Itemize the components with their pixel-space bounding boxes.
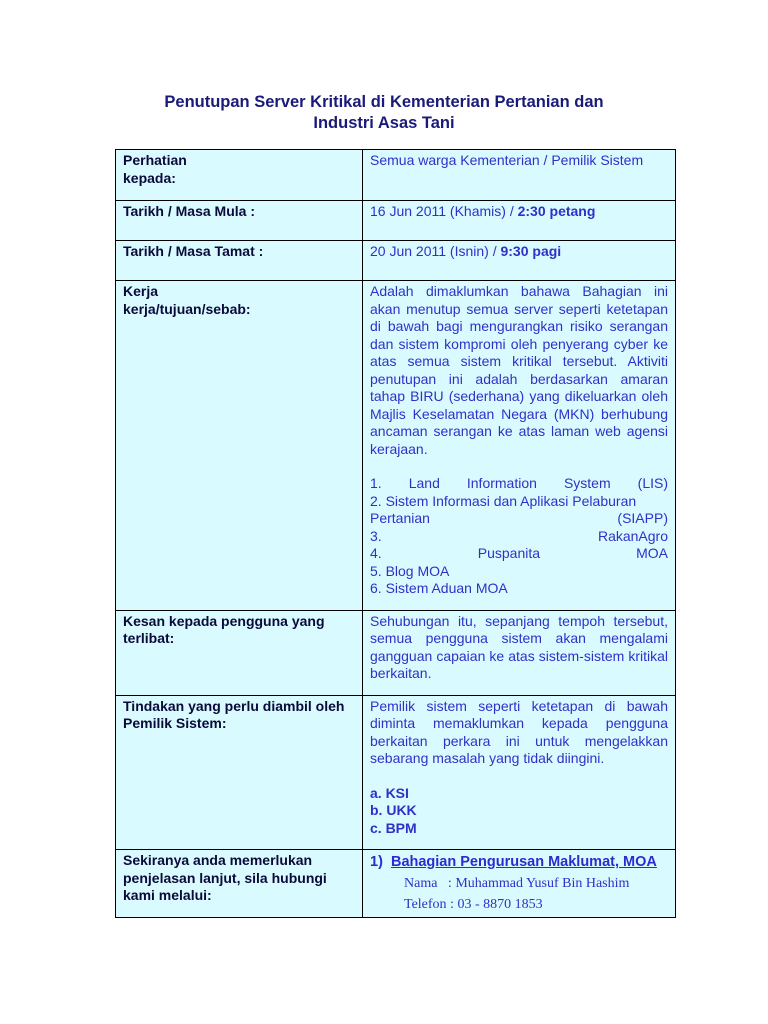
value-kerja bbox=[363, 281, 676, 611]
row-kesan bbox=[116, 610, 676, 695]
label-perhatian-line2: kepada: bbox=[123, 169, 176, 186]
contact-number: 1) bbox=[370, 854, 383, 870]
value-masa-mula bbox=[363, 201, 676, 241]
label-perhatian bbox=[116, 150, 363, 201]
label-kerja-line1: Kerja bbox=[123, 283, 159, 299]
server-item-4 bbox=[370, 545, 668, 563]
label-hubungi: Sekiranya anda memerlukan penjelasan lanjut, sila hubungi kami melalui: bbox=[116, 850, 363, 918]
server-item-3 bbox=[370, 528, 668, 546]
server-item-2: 2. Sistem Informasi dan Aplikasi Pelaburan bbox=[370, 492, 637, 509]
mula-time: 2:30 petang bbox=[517, 203, 596, 219]
server-item-1: 1. Land Information System (LIS) bbox=[370, 475, 668, 491]
server-item-3-num: 3. bbox=[370, 527, 382, 544]
tamat-date: 20 Jun 2011 (Isnin) / bbox=[370, 243, 501, 259]
contact-phone: Telefon : 03 - 8870 1853 bbox=[404, 897, 543, 912]
contact-org-link[interactable]: Bahagian Pengurusan Maklumat, MOA bbox=[390, 854, 657, 870]
label-tindakan: Tindakan yang perlu diambil oleh Pemilik Sistem: bbox=[116, 695, 363, 850]
label-kerja-line2: kerja/tujuan/sebab: bbox=[123, 300, 251, 317]
label-perhatian-line1: Perhatian bbox=[123, 152, 187, 168]
tindakan-item-ksi: a. KSI bbox=[370, 784, 409, 801]
title-line-1: Penutupan Server Kritikal di Kementerian Pertanian dan bbox=[164, 93, 604, 111]
server-item-5: 5. Blog MOA bbox=[370, 562, 450, 579]
row-perhatian bbox=[116, 150, 676, 201]
row-masa-tamat bbox=[116, 241, 676, 281]
label-kesan: Kesan kepada pengguna yang terlibat: bbox=[116, 610, 363, 695]
row-kerja bbox=[116, 281, 676, 611]
page-title bbox=[100, 92, 668, 134]
value-kesan: Sehubungan itu, sepanjang tempoh tersebut, semua pengguna sistem akan mengalami gangguan capaian ke atas sistem-sistem kritikal berkaitan. bbox=[363, 610, 676, 695]
contact-name: Nama : Muhammad Yusuf Bin Hashim bbox=[404, 876, 630, 891]
contact-org bbox=[370, 852, 668, 873]
server-item-2-cont bbox=[370, 510, 668, 528]
value-masa-tamat bbox=[363, 241, 676, 281]
server-item-2-right: (SIAPP) bbox=[617, 510, 668, 526]
value-perhatian: Semua warga Kementerian / Pemilik Sistem bbox=[363, 150, 676, 201]
row-tindakan bbox=[116, 695, 676, 850]
server-item-6: 6. Sistem Aduan MOA bbox=[370, 580, 508, 596]
kerja-paragraph: Adalah dimaklumkan bahawa Bahagian ini akan menutup semua server seperti ketetapan di bawah bagi mengurangkan risiko serangan dan sistem kompromi oleh penyerang cyber ke atas semua sistem kritikal tersebut. Aktiviti penutupan ini adalah berdasarkan amaran tahap BIRU (sederhana) yang dikeluarkan oleh Majlis Keselamatan Negara (MKN) berhubung ancaman serangan ke atas laman web agensi kerajaan. bbox=[370, 283, 668, 457]
row-masa-mula bbox=[116, 201, 676, 241]
tindakan-item-bpm: c. BPM bbox=[370, 819, 417, 836]
tindakan-item-ukk: b. UKK bbox=[370, 802, 417, 818]
value-tindakan bbox=[363, 695, 676, 850]
notice-table bbox=[115, 149, 676, 918]
server-item-4-org: MOA bbox=[636, 545, 668, 561]
tamat-time: 9:30 pagi bbox=[500, 243, 562, 259]
server-item-4-name: Puspanita bbox=[477, 545, 541, 561]
title-line-2: Industri Asas Tani bbox=[313, 114, 455, 132]
label-kerja bbox=[116, 281, 363, 611]
server-item-4-num: 4. bbox=[370, 545, 382, 561]
server-item-2-left: Pertanian bbox=[370, 510, 430, 526]
mula-date: 16 Jun 2011 (Khamis) / bbox=[370, 203, 518, 219]
value-hubungi bbox=[363, 850, 676, 918]
server-item-3-name: RakanAgro bbox=[597, 527, 668, 544]
tindakan-paragraph: Pemilik sistem seperti ketetapan di bawah diminta memaklumkan kepada pengguna berkaitan perkara ini untuk mengelakkan sebarang masalah yang tidak diingini. bbox=[370, 697, 668, 766]
label-masa-mula: Tarikh / Masa Mula : bbox=[116, 201, 363, 241]
row-hubungi bbox=[116, 850, 676, 918]
label-masa-tamat: Tarikh / Masa Tamat : bbox=[116, 241, 363, 281]
